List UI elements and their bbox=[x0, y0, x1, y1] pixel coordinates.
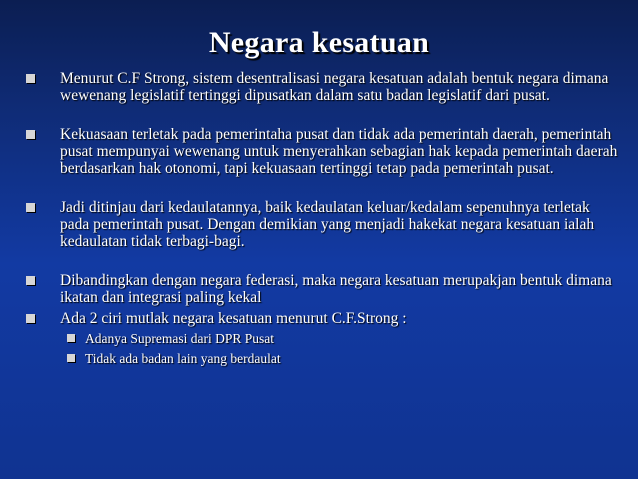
slide-title: Negara kesatuan bbox=[208, 26, 430, 59]
sub-bullet-item bbox=[20, 330, 620, 347]
bullet-text: Jadi ditinjau dari kedaulatannya, baik kedaulatan keluar/kedalam sepenuhnya terletak pada pemerintah pusat. Dengan demikian yang menjadi hakekat negara kesatuan ialah kedaulatan tidak terbagi-bagi. bbox=[60, 199, 595, 250]
bullet-text: Ada 2 ciri mutlak negara kesatuan menurut C.F.Strong : bbox=[60, 310, 407, 327]
bullet-item bbox=[20, 272, 620, 306]
bullet-text: Menurut C.F Strong, sistem desentralisasi negara kesatuan adalah bentuk negara dimana wewenang legislatif tertinggi dipusatkan dalam satu badan legislatif dari pusat. bbox=[60, 70, 609, 104]
sub-bullet-text: Adanya Supremasi dari DPR Pusat bbox=[85, 331, 274, 346]
square-bullet-icon bbox=[26, 276, 35, 285]
bullet-text: Kekuasaan terletak pada pemerintaha pusat dan tidak ada pemerintah daerah, pemerintah pusat mempunyai wewenang untuk menyerahkan sebagian hak kepada pemerintah daerah berdasarkan hak otonomi, tapi kekuasaan tertinggi tetap pada pemerintah pusat. bbox=[60, 126, 618, 177]
square-bullet-icon bbox=[67, 354, 75, 362]
bullet-item bbox=[20, 310, 620, 327]
bullet-item bbox=[20, 70, 620, 104]
sub-bullet-item bbox=[20, 350, 620, 367]
bullet-item bbox=[20, 199, 620, 250]
square-bullet-icon bbox=[26, 203, 35, 212]
square-bullet-icon bbox=[26, 74, 35, 83]
square-bullet-icon bbox=[67, 334, 75, 342]
square-bullet-icon bbox=[26, 314, 35, 323]
bullet-item bbox=[20, 126, 620, 177]
sub-bullet-text: Tidak ada badan lain yang berdaulat bbox=[85, 351, 281, 366]
square-bullet-icon bbox=[26, 130, 35, 139]
bullet-text: Dibandingkan dengan negara federasi, maka negara kesatuan merupakjan bentuk dimana ikatan dan integrasi paling kekal bbox=[60, 272, 612, 306]
slide-content bbox=[20, 70, 620, 367]
